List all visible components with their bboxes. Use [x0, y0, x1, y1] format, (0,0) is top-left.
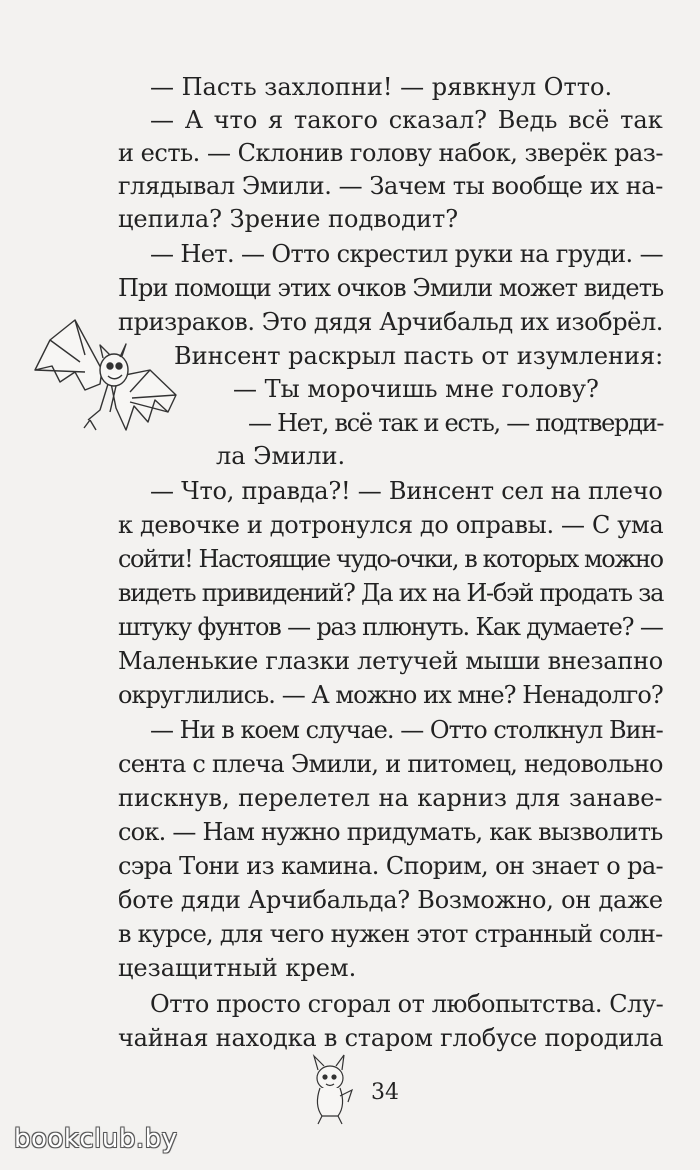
text-line: — Нет. — Отто скрестил руки на груди. — [150, 240, 663, 268]
text-line: глядывал Эмили. — Зачем ты вообще их на- [118, 172, 663, 200]
text-line: ла Эмили. [216, 442, 346, 470]
text-line: сента с плеча Эмили, и питомец, недовольно [118, 750, 663, 778]
text-line: чайная находка в старом глобусе породила [118, 1024, 664, 1052]
text-line: цепила? Зрение подводит? [118, 205, 459, 233]
text-line: цезащитный крем. [118, 954, 357, 982]
text-line: При помощи этих очков Эмили может видеть [118, 274, 664, 302]
text-line: в курсе, для чего нужен этот странный солн- [118, 920, 663, 948]
text-line: Отто просто сгорал от любопытства. Слу- [150, 990, 664, 1018]
text-line: — Ты морочишь мне голову? [233, 375, 599, 403]
text-line: — А что я такого сказал? Ведь всё так [150, 106, 663, 134]
text-line: сок. — Нам нужно придумать, как вызволить [118, 818, 663, 846]
text-line: боте дяди Арчибальда? Возможно, он даже [118, 886, 663, 914]
text-line: сойти! Настоящие чудо-очки, в которых можно [118, 545, 663, 573]
text-line: видеть привидений? Да их на И-бэй продать за [118, 579, 664, 607]
text-line: к девочке и дотронулся до оправы. — С ума [118, 511, 664, 539]
text-line: штуку фунтов — раз плюнуть. Как думаете? — [118, 613, 663, 641]
text-line: и есть. — Склонив голову набок, зверёк раз- [118, 139, 664, 167]
page-number: 34 [371, 1080, 399, 1105]
text-line: — Пасть захлопни! — рявкнул Отто. [150, 73, 613, 101]
watermark: bookclub.by [14, 1124, 178, 1154]
text-line: Маленькие глазки летучей мыши внезапно [118, 647, 663, 675]
text-line: сэра Тони из камина. Спорим, он знает о ра- [118, 852, 664, 880]
text-line: округлились. — А можно их мне? Ненадолго? [118, 681, 663, 709]
text-line: — Ни в коем случае. — Отто столкнул Вин- [150, 716, 663, 744]
text-line: призраков. Это дядя Арчибальд их изобрёл. [118, 308, 663, 336]
text-line: — Нет, всё так и есть, — подтверди- [248, 409, 664, 437]
creature-illustration [300, 1050, 360, 1130]
text-line: Винсент раскрыл пасть от изумления: [174, 342, 664, 370]
text-line: — Что, правда?! — Винсент сел на плечо [150, 477, 663, 505]
text-line: пискнув, перелетел на карниз для занаве- [118, 784, 663, 812]
